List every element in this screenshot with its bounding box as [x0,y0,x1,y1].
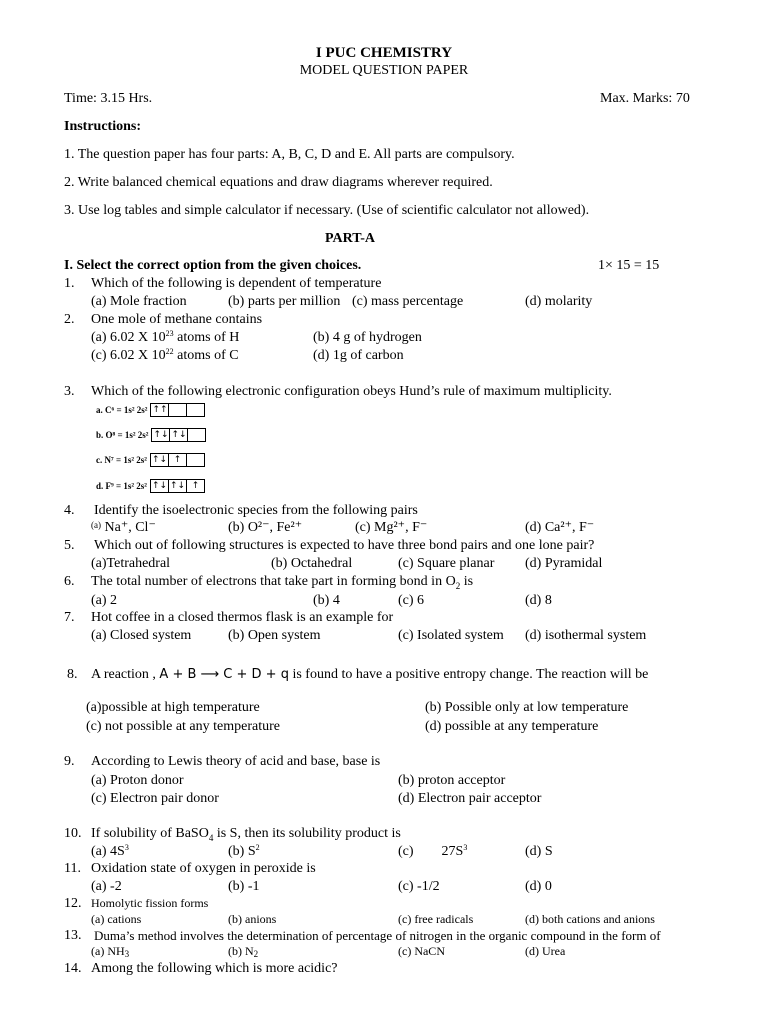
q6-option-a: (a) 2 [91,593,118,608]
q11-option-d: (d) 0 [525,879,552,894]
section-marks: 1× 15 = 15 [598,258,660,273]
q1-option-b: (b) parts per million [228,294,341,309]
q5-option-b: (b) Octahedral [271,556,353,571]
q6-option-b: (b) 4 [313,593,340,608]
paper-title: I PUC CHEMISTRY [315,45,453,61]
q12-option-c: (c) free radicals [398,912,474,926]
q7-text: Hot coffee in a closed thermos flask is an example for [91,610,394,625]
q13-option-b: (b) $N_2$ [228,944,259,959]
q3-number: 3. [64,384,75,399]
q8-text: A reaction , A + B ⟶ C + D + q is found to have a positive entropy change. The reaction will be [91,667,649,682]
q4-number: 4. [64,503,75,518]
q9-option-c: (c) Electron pair donor [91,791,219,806]
q13-text: Duma’s method involves the determination of percentage of nitrogen in the organic compound in the form of [94,928,661,943]
q12-number: 12. [64,896,82,911]
q8-option-b: (b) Possible only at low temperature [425,700,629,715]
part-a-title: PART-A [324,231,376,246]
q9-option-d: (d) Electron pair acceptor [398,791,542,806]
time-label: Time: 3.15 Hrs. [64,91,153,106]
q9-number: 9. [64,754,75,769]
q11-text: Oxidation state of oxygen in peroxide is [91,861,316,876]
q11-number: 11. [64,861,81,876]
q6-number: 6. [64,574,75,589]
q9-option-b: (b) proton acceptor [398,773,506,788]
q8-option-c: (c) not possible at any temperature [86,719,280,734]
q13-option-c: (c) NaCN [398,944,445,958]
q10-text: If solubility of BaSO$_4$ is S, then its solubility product is [91,826,401,843]
q9-text: According to Lewis theory of acid and base, base is [91,754,381,769]
q1-option-d: (d) molarity [525,294,593,309]
q3-text: Which of the following electronic configuration obeys Hund’s rule of maximum multiplicity. [91,384,612,399]
q3-option-a: a. C⁶ = 1s² 2s² ↑↑ [96,403,205,417]
q4-option-a: $^{(a)}$ Na⁺, Cl⁻ [91,520,156,535]
instructions-heading: Instructions: [64,119,142,134]
instruction-3: 3. Use log tables and simple calculator if necessary. (Use of scientific calculator not allowed). [64,203,590,218]
paper-subtitle: MODEL QUESTION PAPER [299,63,469,78]
q14-text: Among the following which is more acidic? [91,961,338,976]
q11-option-c: (c) -1/2 [398,879,440,894]
q1-number: 1. [64,276,75,291]
q10-option-a: (a) $4S^3$ [91,843,129,859]
q2-option-a: (a) 6.02 X $10^{23}$ atoms of H [91,329,240,345]
q3-option-c: c. N⁷ = 1s² 2s² ↑↓ ↑ [96,453,205,467]
q12-option-d: (d) both cations and anions [525,912,655,926]
q12-text: Homolytic fission forms [91,896,209,910]
q10-number: 10. [64,826,82,841]
q2-option-c: (c) 6.02 X $10^{22}$ atoms of C [91,347,239,363]
section-heading: I. Select the correct option from the given choices. [64,258,362,273]
q11-option-b: (b) -1 [228,879,260,894]
q5-option-d: (d) Pyramidal [525,556,603,571]
q10-option-b: (b) $S^2$ [228,843,260,859]
q1-option-c: (c) mass percentage [352,294,464,309]
q9-option-a: (a) Proton donor [91,773,184,788]
max-marks-label: Max. Marks: 70 [600,91,690,106]
instruction-1: 1. The question paper has four parts: A, B, C, D and E. All parts are compulsory. [64,147,515,162]
q7-option-b: (b) Open system [228,628,321,643]
q13-option-a: (a) $NH_3$ [91,944,130,959]
q5-option-c: (c) Square planar [398,556,495,571]
q8-option-d: (d) possible at any temperature [425,719,599,734]
q2-text: One mole of methane contains [91,312,263,327]
instruction-2: 2. Write balanced chemical equations and draw diagrams wherever required. [64,175,493,190]
q4-option-b: (b) O²⁻, Fe²⁺ [228,520,303,535]
q4-text: Identify the isoelectronic species from the following pairs [94,503,418,518]
q7-option-c: (c) Isolated system [398,628,504,643]
q3-option-b: b. O⁸ = 1s² 2s² ↑↓ ↑↓ [96,428,206,442]
q5-option-a: (a)Tetrahedral [91,556,171,571]
q1-text: Which of the following is dependent of temperature [91,276,382,291]
q6-text: The total number of electrons that take part in forming bond in $O_2$ is [91,574,474,591]
q2-option-d: (d) 1g of carbon [313,348,404,363]
q1-option-a: (a) Mole fraction [91,294,187,309]
q10-option-d: (d) S [525,844,553,859]
q7-option-d: (d) isothermal system [525,628,647,643]
q5-number: 5. [64,538,75,553]
q5-text: Which out of following structures is expected to have three bond pairs and one lone pair? [94,538,595,553]
q11-option-a: (a) -2 [91,879,122,894]
q12-option-b: (b) anions [228,912,277,926]
q13-number: 13. [64,928,82,943]
q4-option-d: (d) Ca²⁺, F⁻ [525,520,595,535]
q8-option-a: (a)possible at high temperature [86,700,260,715]
q2-option-b: (b) 4 g of hydrogen [313,330,422,345]
q12-option-a: (a) cations [91,912,142,926]
q3-option-d: d. F⁹ = 1s² 2s² ↑↓ ↑↓ ↑ [96,479,205,493]
q13-option-d: (d) Urea [525,944,566,958]
q4-option-c: (c) Mg²⁺, F⁻ [355,520,428,535]
q2-number: 2. [64,312,75,327]
q7-option-a: (a) Closed system [91,628,192,643]
q6-option-c: (c) 6 [398,593,425,608]
q7-number: 7. [64,610,75,625]
q6-option-d: (d) 8 [525,593,552,608]
q8-equation: A + B ⟶ C + D + q [159,667,289,682]
q8-number: 8. [67,667,78,682]
q10-option-c: (c) $27S^3$ [398,843,468,859]
q14-number: 14. [64,961,82,976]
